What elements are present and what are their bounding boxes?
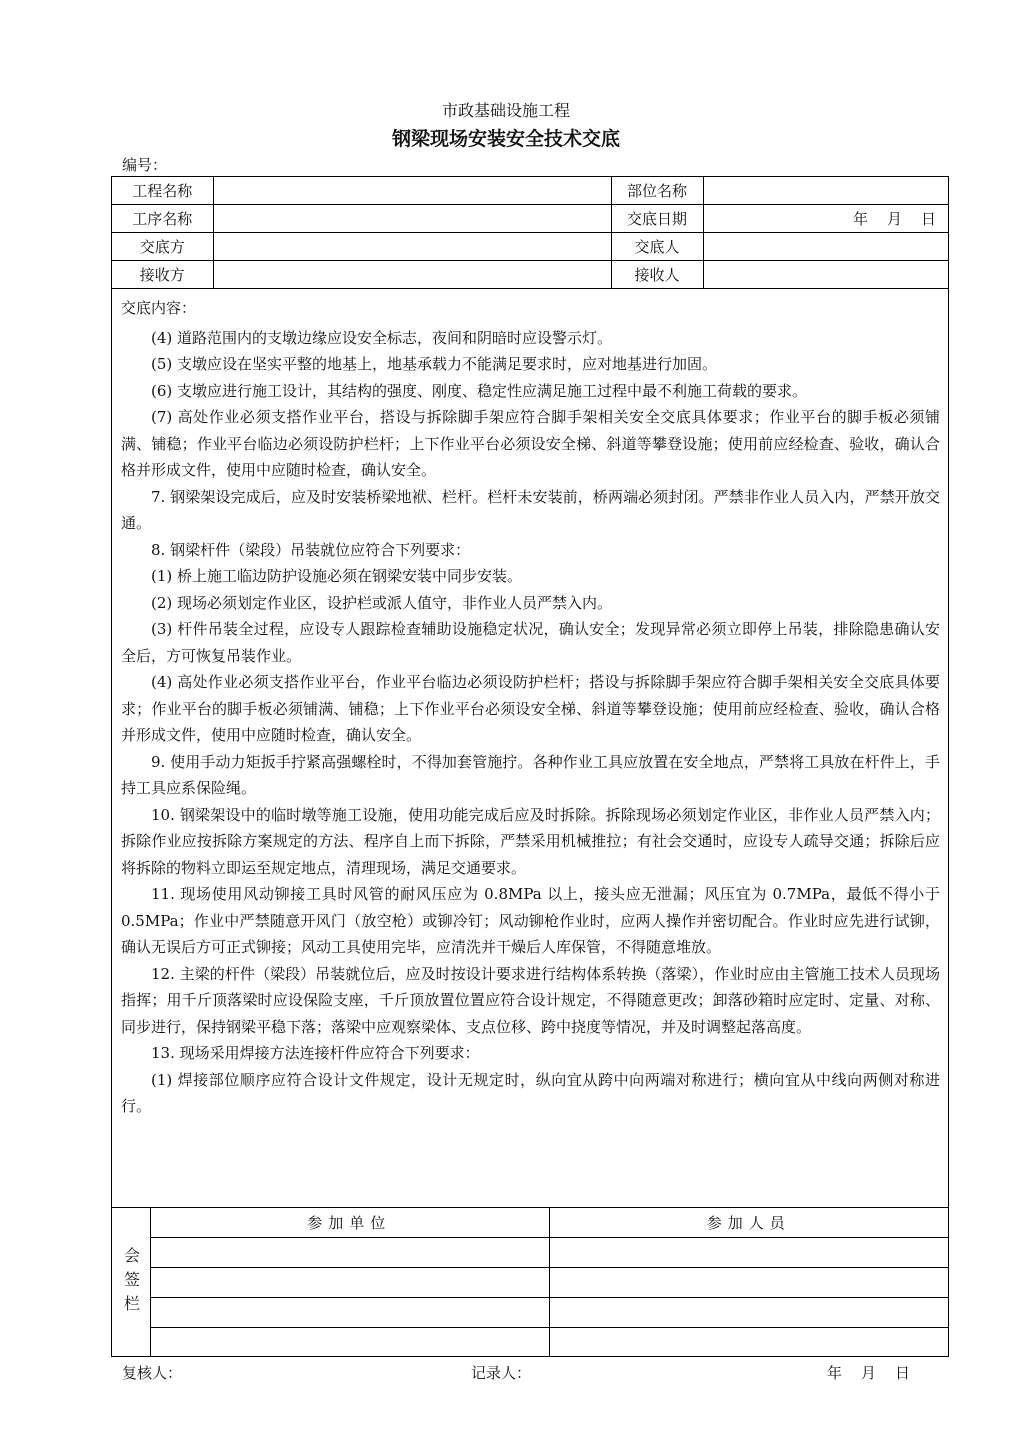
document-subtitle: 市政基础设施工程 (441, 101, 570, 120)
info-row-receiver (112, 261, 948, 289)
content-paragraph: (5) 支墩应设在坚实平整的地基上，地基承载力不能满足要求时，应对地基进行加固。 (151, 355, 718, 373)
process-name-field[interactable] (213, 205, 611, 233)
issuer-party-label: 交底方 (112, 233, 213, 261)
disclosure-date-field[interactable]: 年 月 日 (703, 205, 948, 233)
disclosure-form (111, 176, 949, 1357)
issuer-party-field[interactable] (213, 233, 611, 261)
part-name-label: 部位名称 (611, 177, 703, 205)
content-paragraph: (4) 道路范围内的支墩边缘应设安全标志，夜间和阴暗时应设警示灯。 (151, 328, 613, 347)
person-header: 参加人员 (549, 1208, 948, 1238)
receiver-label: 接收人 (611, 261, 703, 289)
signoff-row (150, 1328, 948, 1358)
receiver-field[interactable] (703, 261, 948, 289)
issuer-field[interactable] (703, 233, 948, 261)
doc-number-label: 编号： (122, 156, 168, 174)
content-paragraph: (4) 高处作业必须支搭作业平台，作业平台临边必须设防护栏杆；搭设与拆除脚手架应符合脚手架相关安全交底具体要求；作业平台的脚手板必须铺满、铺稳；上下作业平台必须设安全梯、斜道等攀登设施；使用前应经检查、验收，确认合格并形成文件，使用中应随时检查，确认安全。 (121, 673, 940, 744)
unit-header: 参加单位 (150, 1208, 549, 1238)
unit-cell[interactable] (150, 1238, 549, 1268)
signoff-side-label (112, 1208, 151, 1357)
signoff-row (150, 1268, 948, 1298)
unit-cell[interactable] (150, 1328, 549, 1358)
signoff-header-row (150, 1208, 948, 1238)
content-label: 交底内容： (121, 299, 197, 317)
reviewer-label: 复核人： (122, 1364, 183, 1382)
signoff-table (150, 1208, 948, 1357)
person-cell[interactable] (549, 1298, 948, 1328)
content-paragraph: (6) 支墩应进行施工设计，其结构的强度、刚度、稳定性应满足施工过程中最不利施工荷载的要求。 (151, 381, 808, 400)
document-title: 钢梁现场安装安全技术交底 (391, 128, 620, 150)
receiver-party-field[interactable] (213, 261, 611, 289)
unit-cell[interactable] (150, 1268, 549, 1298)
content-paragraph: 12. 主梁的杆件（梁段）吊装就位后，应及时按设计要求进行结构体系转换（落梁），作业时应由主管施工技术人员现场指挥；用千斤顶落梁时应设保险支座，千斤顶放置位置应符合设计规定，不得随意更改；卸落砂箱时应定时、定量、对称、同步进行，保持钢梁平稳下落；落梁中应观察梁体、支点位移、跨中挠度等情况，并及时调整起落高度。 (121, 964, 940, 1036)
content-paragraph: 9. 使用手动力矩扳手拧紧高强螺栓时，不得加套管施拧。各种作业工具应放置在安全地点，严禁将工具放在杆件上，手持工具应系保险绳。 (121, 752, 940, 797)
issuer-label: 交底人 (611, 233, 703, 261)
info-row-issuer (112, 233, 948, 261)
receiver-party-label: 接收方 (112, 261, 213, 289)
footer-date-label: 年 月 日 (827, 1364, 913, 1382)
content-paragraph: 11. 现场使用风动铆接工具时风管的耐风压应为 0.8MPa 以上，接头应无泄漏；风压宜为 0.7MPa，最低不得小于 0.5MPa；作业中严禁随意开风门（放空枪）或铆冷钉；风动铆枪作业时，应两人操作并密切配合。作业时应先进行试铆，确认无误后方可正式铆接；风动工具使用完毕，应清洗并干燥后人库保管，不得随意堆放。 (121, 885, 940, 956)
project-name-label: 工程名称 (112, 177, 213, 205)
person-cell[interactable] (549, 1238, 948, 1268)
part-name-field[interactable] (703, 177, 948, 205)
content-paragraph: 10. 钢梁架设中的临时墩等施工设施，使用功能完成后应及时拆除。拆除现场必须划定作业区，非作业人员严禁入内；拆除作业应按拆除方案规定的方法、程序自上而下拆除，严禁采用机械推拉；有社会交通时，应设专人疏导交通；拆除后应将拆除的物料立即运至规定地点，清理现场，满足交通要求。 (121, 805, 940, 877)
content-paragraph: (7) 高处作业必须支搭作业平台，搭设与拆除脚手架应符合脚手架相关安全交底具体要求；作业平台的脚手板必须铺满、铺稳；作业平台临边必须设防护栏杆；上下作业平台必须设安全梯、斜道等攀登设施；使用前应经检查、验收，确认合格并形成文件，使用中应随时检查，确认安全。 (121, 408, 940, 479)
person-cell[interactable] (549, 1268, 948, 1298)
content-paragraph: (1) 焊接部位顺序应符合设计文件规定，设计无规定时，纵向宜从跨中向两端对称进行；横向宜从中线向两侧对称进行。 (121, 1070, 940, 1115)
person-cell[interactable] (549, 1328, 948, 1358)
info-table (112, 177, 948, 289)
content-paragraph: (2) 现场必须划定作业区，设护栏或派人值守，非作业人员严禁入内。 (151, 593, 613, 612)
info-row-project (112, 177, 948, 205)
signoff-section (112, 1207, 948, 1357)
content-paragraph: (1) 桥上施工临边防护设施必须在钢梁安装中同步安装。 (151, 567, 523, 585)
unit-cell[interactable] (150, 1298, 549, 1328)
signoff-side-text: 会签栏 (121, 1246, 141, 1319)
content-paragraph: 13. 现场采用焊接方法连接杆件应符合下列要求： (151, 1044, 480, 1062)
disclosure-content (112, 291, 948, 1207)
project-name-field[interactable] (213, 177, 611, 205)
recorder-label: 记录人： (471, 1364, 532, 1382)
info-row-process (112, 205, 948, 233)
signoff-row (150, 1238, 948, 1268)
content-paragraph: 8. 钢梁杆件（梁段）吊装就位应符合下列要求： (151, 540, 471, 559)
content-paragraph: (3) 杆件吊装全过程，应设专人跟踪检查辅助设施稳定状况，确认安全；发现异常必须立即停上吊装，排除隐患确认安全后，方可恢复吊装作业。 (121, 620, 940, 665)
content-paragraph: 7. 钢梁架设完成后，应及时安装桥梁地袱、栏杆。栏杆未安装前，桥两端必须封闭。严禁非作业人员入内，严禁开放交通。 (121, 487, 940, 532)
disclosure-date-label: 交底日期 (611, 205, 703, 233)
signoff-row (150, 1298, 948, 1328)
process-name-label: 工序名称 (112, 205, 213, 233)
